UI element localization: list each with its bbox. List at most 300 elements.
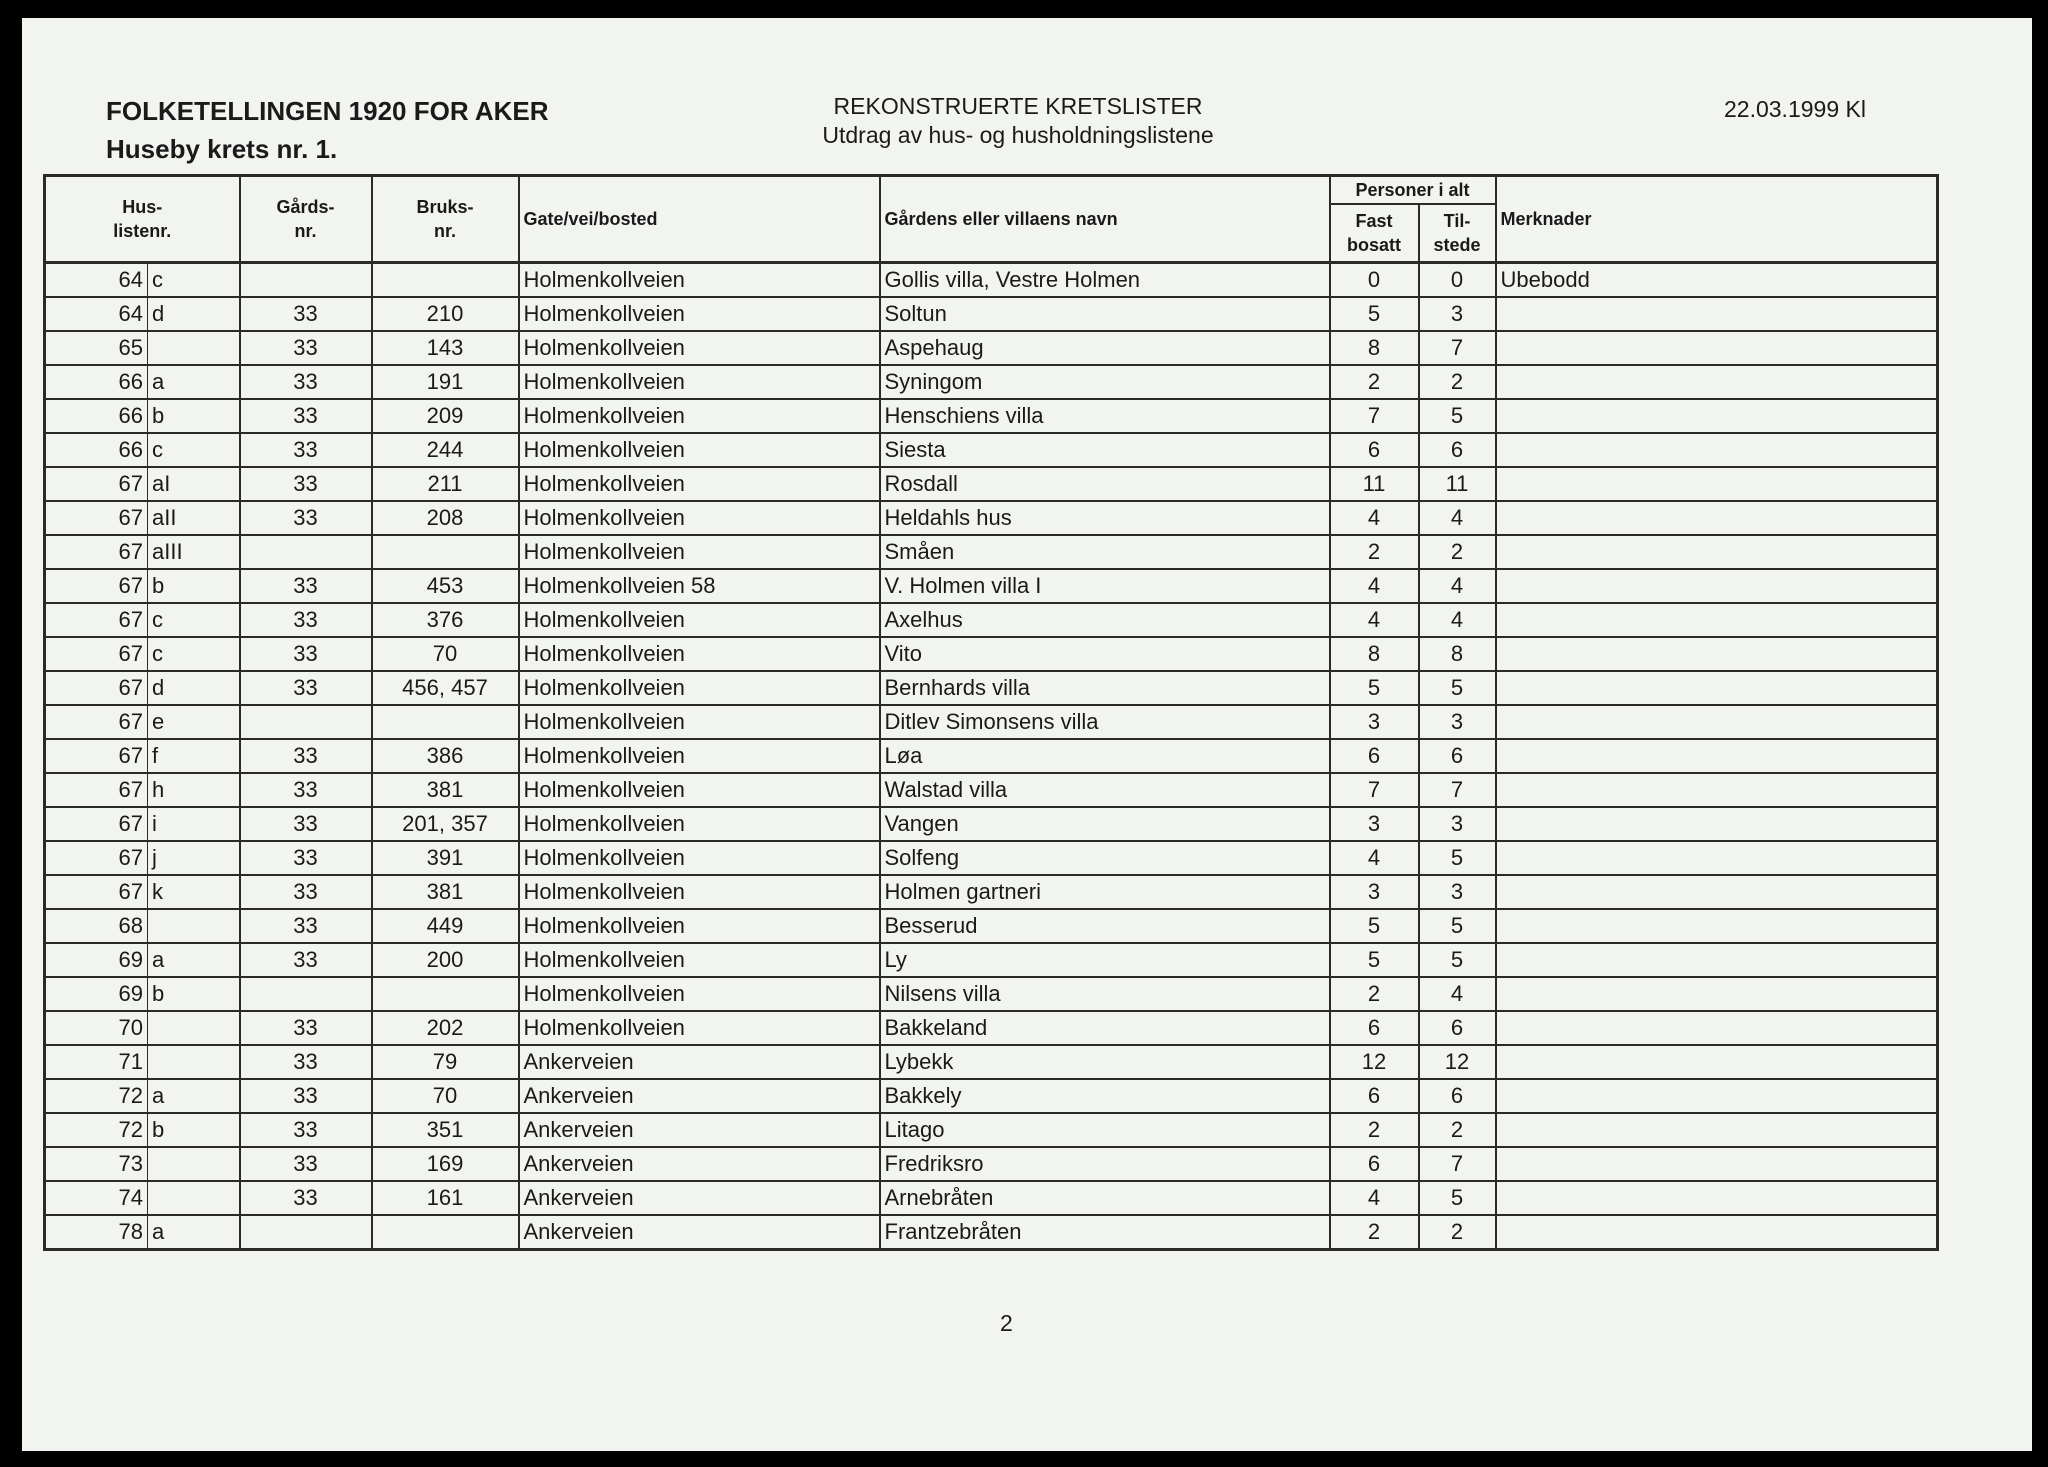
- fast-bosatt-cell: 4: [1330, 841, 1419, 875]
- property-name-cell: Fredriksro: [880, 1147, 1330, 1181]
- merknad-cell: [1496, 1147, 1938, 1181]
- gards-nr-cell: [240, 263, 372, 298]
- document-date: 22.03.1999 Kl: [1724, 96, 1866, 122]
- hus-suffix-cell: [148, 1011, 240, 1045]
- street-cell: Holmenkollveien: [519, 263, 880, 298]
- gards-nr-cell: 33: [240, 501, 372, 535]
- hus-number-cell: 67: [45, 875, 148, 909]
- bruks-nr-cell: 381: [372, 875, 519, 909]
- fast-bosatt-cell: 6: [1330, 1079, 1419, 1113]
- tilstede-cell: 3: [1419, 807, 1496, 841]
- gards-nr-cell: 33: [240, 569, 372, 603]
- bruks-nr-cell: 449: [372, 909, 519, 943]
- col-header-tilstede: Til- stede: [1419, 204, 1496, 263]
- property-name-cell: Bakkeland: [880, 1011, 1330, 1045]
- merknad-cell: [1496, 365, 1938, 399]
- gards-nr-cell: 33: [240, 1045, 372, 1079]
- merknad-cell: [1496, 909, 1938, 943]
- merknad-cell: [1496, 433, 1938, 467]
- property-name-cell: Solfeng: [880, 841, 1330, 875]
- tilstede-cell: 2: [1419, 365, 1496, 399]
- merknad-cell: [1496, 773, 1938, 807]
- census-rows: [45, 263, 1938, 1250]
- bruks-nr-cell: 202: [372, 1011, 519, 1045]
- property-name-cell: Heldahls hus: [880, 501, 1330, 535]
- bruks-nr-cell: 143: [372, 331, 519, 365]
- hus-number-cell: 69: [45, 943, 148, 977]
- street-cell: Holmenkollveien: [519, 705, 880, 739]
- street-cell: Holmenkollveien: [519, 671, 880, 705]
- property-name-cell: Rosdall: [880, 467, 1330, 501]
- col-header-bruks: Bruks- nr.: [372, 176, 519, 263]
- merknad-cell: [1496, 1045, 1938, 1079]
- merknad-cell: [1496, 671, 1938, 705]
- merknad-cell: [1496, 841, 1938, 875]
- gards-nr-cell: 33: [240, 1181, 372, 1215]
- tilstede-cell: 5: [1419, 671, 1496, 705]
- property-name-cell: Ditlev Simonsens villa: [880, 705, 1330, 739]
- col-header-hus: Hus- listenr.: [45, 176, 240, 263]
- property-name-cell: Vito: [880, 637, 1330, 671]
- tilstede-cell: 6: [1419, 739, 1496, 773]
- table-row: [45, 705, 1938, 739]
- property-name-cell: Henschiens villa: [880, 399, 1330, 433]
- merknad-cell: Ubebodd: [1496, 263, 1938, 298]
- fast-bosatt-cell: 5: [1330, 671, 1419, 705]
- street-cell: Holmenkollveien: [519, 365, 880, 399]
- bruks-nr-cell: 351: [372, 1113, 519, 1147]
- fast-bosatt-cell: 6: [1330, 739, 1419, 773]
- hus-number-cell: 67: [45, 773, 148, 807]
- fast-bosatt-cell: 5: [1330, 297, 1419, 331]
- col-header-merknader: Merknader: [1496, 176, 1938, 263]
- merknad-cell: [1496, 467, 1938, 501]
- table-row: [45, 1181, 1938, 1215]
- tilstede-cell: 3: [1419, 875, 1496, 909]
- fast-bosatt-cell: 8: [1330, 331, 1419, 365]
- hus-suffix-cell: k: [148, 875, 240, 909]
- table-row: [45, 943, 1938, 977]
- document-title: FOLKETELLINGEN 1920 FOR AKER: [106, 96, 549, 126]
- hus-number-cell: 67: [45, 739, 148, 773]
- table-row: [45, 433, 1938, 467]
- hus-suffix-cell: c: [148, 433, 240, 467]
- merknad-cell: [1496, 1011, 1938, 1045]
- street-cell: Holmenkollveien: [519, 943, 880, 977]
- property-name-cell: Soltun: [880, 297, 1330, 331]
- table-row: [45, 841, 1938, 875]
- gards-nr-cell: 33: [240, 1079, 372, 1113]
- hus-suffix-cell: c: [148, 603, 240, 637]
- tilstede-cell: 4: [1419, 569, 1496, 603]
- hus-number-cell: 72: [45, 1079, 148, 1113]
- street-cell: Holmenkollveien: [519, 637, 880, 671]
- fast-bosatt-cell: 4: [1330, 569, 1419, 603]
- fast-bosatt-cell: 6: [1330, 1011, 1419, 1045]
- bruks-nr-cell: 161: [372, 1181, 519, 1215]
- col-header-navn: Gårdens eller villaens navn: [880, 176, 1330, 263]
- street-cell: Ankerveien: [519, 1113, 880, 1147]
- fast-bosatt-cell: 3: [1330, 875, 1419, 909]
- hus-suffix-cell: j: [148, 841, 240, 875]
- hus-suffix-cell: a: [148, 1079, 240, 1113]
- bruks-nr-cell: 70: [372, 1079, 519, 1113]
- hus-suffix-cell: a: [148, 943, 240, 977]
- gards-nr-cell: 33: [240, 603, 372, 637]
- fast-bosatt-cell: 8: [1330, 637, 1419, 671]
- hus-suffix-cell: i: [148, 807, 240, 841]
- street-cell: Holmenkollveien: [519, 977, 880, 1011]
- fast-bosatt-cell: 2: [1330, 1215, 1419, 1250]
- tilstede-cell: 2: [1419, 535, 1496, 569]
- merknad-cell: [1496, 1215, 1938, 1250]
- table-row: [45, 909, 1938, 943]
- table-row: [45, 671, 1938, 705]
- bruks-nr-cell: 244: [372, 433, 519, 467]
- gards-nr-cell: 33: [240, 909, 372, 943]
- hus-suffix-cell: c: [148, 263, 240, 298]
- hus-suffix-cell: [148, 331, 240, 365]
- bruks-nr-cell: 70: [372, 637, 519, 671]
- property-name-cell: Litago: [880, 1113, 1330, 1147]
- street-cell: Holmenkollveien: [519, 909, 880, 943]
- hus-suffix-cell: h: [148, 773, 240, 807]
- gards-nr-cell: [240, 705, 372, 739]
- merknad-cell: [1496, 943, 1938, 977]
- table-row: [45, 501, 1938, 535]
- fast-bosatt-cell: 2: [1330, 977, 1419, 1011]
- fast-bosatt-cell: 3: [1330, 705, 1419, 739]
- fast-bosatt-cell: 7: [1330, 773, 1419, 807]
- property-name-cell: Frantzebråten: [880, 1215, 1330, 1250]
- hus-number-cell: 67: [45, 671, 148, 705]
- hus-suffix-cell: [148, 909, 240, 943]
- hus-number-cell: 71: [45, 1045, 148, 1079]
- table-row: [45, 875, 1938, 909]
- street-cell: Holmenkollveien 58: [519, 569, 880, 603]
- merknad-cell: [1496, 331, 1938, 365]
- table-row: [45, 603, 1938, 637]
- street-cell: Holmenkollveien: [519, 467, 880, 501]
- hus-number-cell: 64: [45, 297, 148, 331]
- merknad-cell: [1496, 603, 1938, 637]
- property-name-cell: Småen: [880, 535, 1330, 569]
- merknad-cell: [1496, 501, 1938, 535]
- bruks-nr-cell: [372, 705, 519, 739]
- gards-nr-cell: 33: [240, 365, 372, 399]
- document-subtitle: Huseby krets nr. 1.: [106, 134, 338, 164]
- table-row: [45, 1011, 1938, 1045]
- merknad-cell: [1496, 1079, 1938, 1113]
- gards-nr-cell: 33: [240, 433, 372, 467]
- property-name-cell: Besserud: [880, 909, 1330, 943]
- gards-nr-cell: [240, 535, 372, 569]
- gards-nr-cell: 33: [240, 875, 372, 909]
- hus-suffix-cell: b: [148, 569, 240, 603]
- street-cell: Holmenkollveien: [519, 433, 880, 467]
- hus-suffix-cell: a: [148, 1215, 240, 1250]
- fast-bosatt-cell: 6: [1330, 1147, 1419, 1181]
- tilstede-cell: 4: [1419, 603, 1496, 637]
- merknad-cell: [1496, 705, 1938, 739]
- gards-nr-cell: 33: [240, 637, 372, 671]
- property-name-cell: Holmen gartneri: [880, 875, 1330, 909]
- gards-nr-cell: 33: [240, 943, 372, 977]
- fast-bosatt-cell: 4: [1330, 1181, 1419, 1215]
- street-cell: Holmenkollveien: [519, 501, 880, 535]
- property-name-cell: Walstad villa: [880, 773, 1330, 807]
- tilstede-cell: 5: [1419, 399, 1496, 433]
- table-row: [45, 1147, 1938, 1181]
- tilstede-cell: 3: [1419, 297, 1496, 331]
- property-name-cell: Løa: [880, 739, 1330, 773]
- fast-bosatt-cell: 2: [1330, 1113, 1419, 1147]
- merknad-cell: [1496, 807, 1938, 841]
- gards-nr-cell: 33: [240, 841, 372, 875]
- street-cell: Ankerveien: [519, 1045, 880, 1079]
- tilstede-cell: 12: [1419, 1045, 1496, 1079]
- tilstede-cell: 7: [1419, 773, 1496, 807]
- property-name-cell: Ly: [880, 943, 1330, 977]
- hus-suffix-cell: e: [148, 705, 240, 739]
- hus-number-cell: 72: [45, 1113, 148, 1147]
- hus-number-cell: 65: [45, 331, 148, 365]
- merknad-cell: [1496, 1181, 1938, 1215]
- gards-nr-cell: 33: [240, 773, 372, 807]
- bruks-nr-cell: 386: [372, 739, 519, 773]
- fast-bosatt-cell: 4: [1330, 501, 1419, 535]
- property-name-cell: Bernhards villa: [880, 671, 1330, 705]
- street-cell: Holmenkollveien: [519, 603, 880, 637]
- hus-suffix-cell: c: [148, 637, 240, 671]
- tilstede-cell: 4: [1419, 977, 1496, 1011]
- property-name-cell: Syningom: [880, 365, 1330, 399]
- gards-nr-cell: 33: [240, 671, 372, 705]
- merknad-cell: [1496, 977, 1938, 1011]
- tilstede-cell: 4: [1419, 501, 1496, 535]
- hus-number-cell: 66: [45, 365, 148, 399]
- hus-number-cell: 67: [45, 841, 148, 875]
- hus-number-cell: 67: [45, 807, 148, 841]
- bruks-nr-cell: 79: [372, 1045, 519, 1079]
- tilstede-cell: 7: [1419, 1147, 1496, 1181]
- hus-number-cell: 67: [45, 637, 148, 671]
- property-name-cell: Axelhus: [880, 603, 1330, 637]
- fast-bosatt-cell: 3: [1330, 807, 1419, 841]
- property-name-cell: Siesta: [880, 433, 1330, 467]
- hus-number-cell: 69: [45, 977, 148, 1011]
- bruks-nr-cell: 376: [372, 603, 519, 637]
- table-row: [45, 739, 1938, 773]
- street-cell: Holmenkollveien: [519, 1011, 880, 1045]
- merknad-cell: [1496, 637, 1938, 671]
- hus-suffix-cell: [148, 1045, 240, 1079]
- fast-bosatt-cell: 5: [1330, 943, 1419, 977]
- street-cell: Holmenkollveien: [519, 535, 880, 569]
- table-row: [45, 535, 1938, 569]
- gards-nr-cell: 33: [240, 1011, 372, 1045]
- hus-number-cell: 64: [45, 263, 148, 298]
- col-header-gate: Gate/vei/bosted: [519, 176, 880, 263]
- table-row: [45, 1113, 1938, 1147]
- tilstede-cell: 7: [1419, 331, 1496, 365]
- tilstede-cell: 5: [1419, 1181, 1496, 1215]
- hus-number-cell: 66: [45, 399, 148, 433]
- gards-nr-cell: 33: [240, 1147, 372, 1181]
- census-table: [43, 174, 1939, 1251]
- col-header-personer: Personer i alt: [1330, 176, 1496, 205]
- property-name-cell: Bakkely: [880, 1079, 1330, 1113]
- fast-bosatt-cell: 6: [1330, 433, 1419, 467]
- bruks-nr-cell: 210: [372, 297, 519, 331]
- bruks-nr-cell: [372, 263, 519, 298]
- hus-suffix-cell: b: [148, 1113, 240, 1147]
- gards-nr-cell: 33: [240, 297, 372, 331]
- gards-nr-cell: 33: [240, 739, 372, 773]
- table-row: [45, 297, 1938, 331]
- street-cell: Holmenkollveien: [519, 773, 880, 807]
- hus-number-cell: 67: [45, 705, 148, 739]
- merknad-cell: [1496, 569, 1938, 603]
- table-row: [45, 263, 1938, 298]
- property-name-cell: Nilsens villa: [880, 977, 1330, 1011]
- center-heading: REKONSTRUERTE KRETSLISTER: [833, 93, 1203, 119]
- fast-bosatt-cell: 2: [1330, 535, 1419, 569]
- street-cell: Holmenkollveien: [519, 841, 880, 875]
- col-header-gards: Gårds- nr.: [240, 176, 372, 263]
- gards-nr-cell: [240, 977, 372, 1011]
- gards-nr-cell: 33: [240, 807, 372, 841]
- hus-number-cell: 70: [45, 1011, 148, 1045]
- hus-number-cell: 67: [45, 569, 148, 603]
- bruks-nr-cell: [372, 1215, 519, 1250]
- table-row: [45, 331, 1938, 365]
- hus-suffix-cell: a: [148, 365, 240, 399]
- hus-number-cell: 67: [45, 501, 148, 535]
- property-name-cell: Aspehaug: [880, 331, 1330, 365]
- bruks-nr-cell: 211: [372, 467, 519, 501]
- gards-nr-cell: [240, 1215, 372, 1250]
- hus-number-cell: 67: [45, 467, 148, 501]
- street-cell: Holmenkollveien: [519, 807, 880, 841]
- table-row: [45, 365, 1938, 399]
- table-row: [45, 773, 1938, 807]
- gards-nr-cell: 33: [240, 331, 372, 365]
- street-cell: Holmenkollveien: [519, 875, 880, 909]
- tilstede-cell: 5: [1419, 943, 1496, 977]
- fast-bosatt-cell: 12: [1330, 1045, 1419, 1079]
- tilstede-cell: 6: [1419, 1079, 1496, 1113]
- bruks-nr-cell: 453: [372, 569, 519, 603]
- tilstede-cell: 6: [1419, 433, 1496, 467]
- property-name-cell: Arnebråten: [880, 1181, 1330, 1215]
- tilstede-cell: 5: [1419, 841, 1496, 875]
- hus-suffix-cell: aIII: [148, 535, 240, 569]
- fast-bosatt-cell: 11: [1330, 467, 1419, 501]
- merknad-cell: [1496, 535, 1938, 569]
- property-name-cell: Gollis villa, Vestre Holmen: [880, 263, 1330, 298]
- hus-suffix-cell: d: [148, 297, 240, 331]
- gards-nr-cell: 33: [240, 399, 372, 433]
- hus-number-cell: 67: [45, 535, 148, 569]
- table-row: [45, 977, 1938, 1011]
- tilstede-cell: 5: [1419, 909, 1496, 943]
- hus-suffix-cell: b: [148, 977, 240, 1011]
- bruks-nr-cell: 200: [372, 943, 519, 977]
- tilstede-cell: 2: [1419, 1215, 1496, 1250]
- table-row: [45, 1045, 1938, 1079]
- merknad-cell: [1496, 739, 1938, 773]
- tilstede-cell: 8: [1419, 637, 1496, 671]
- bruks-nr-cell: 191: [372, 365, 519, 399]
- merknad-cell: [1496, 875, 1938, 909]
- hus-suffix-cell: aII: [148, 501, 240, 535]
- hus-suffix-cell: aI: [148, 467, 240, 501]
- hus-suffix-cell: f: [148, 739, 240, 773]
- col-header-fast-bosatt: Fast bosatt: [1330, 204, 1419, 263]
- table-row: [45, 467, 1938, 501]
- tilstede-cell: 3: [1419, 705, 1496, 739]
- property-name-cell: Lybekk: [880, 1045, 1330, 1079]
- table-row: [45, 637, 1938, 671]
- table-row: [45, 1215, 1938, 1250]
- table-row: [45, 399, 1938, 433]
- bruks-nr-cell: [372, 535, 519, 569]
- fast-bosatt-cell: 4: [1330, 603, 1419, 637]
- merknad-cell: [1496, 297, 1938, 331]
- hus-number-cell: 74: [45, 1181, 148, 1215]
- table-row: [45, 807, 1938, 841]
- hus-suffix-cell: [148, 1181, 240, 1215]
- bruks-nr-cell: 169: [372, 1147, 519, 1181]
- street-cell: Ankerveien: [519, 1147, 880, 1181]
- tilstede-cell: 11: [1419, 467, 1496, 501]
- table-row: [45, 569, 1938, 603]
- street-cell: Ankerveien: [519, 1079, 880, 1113]
- bruks-nr-cell: 209: [372, 399, 519, 433]
- tilstede-cell: 6: [1419, 1011, 1496, 1045]
- street-cell: Holmenkollveien: [519, 331, 880, 365]
- fast-bosatt-cell: 5: [1330, 909, 1419, 943]
- property-name-cell: V. Holmen villa I: [880, 569, 1330, 603]
- hus-suffix-cell: d: [148, 671, 240, 705]
- hus-suffix-cell: b: [148, 399, 240, 433]
- gards-nr-cell: 33: [240, 467, 372, 501]
- hus-suffix-cell: [148, 1147, 240, 1181]
- bruks-nr-cell: 391: [372, 841, 519, 875]
- tilstede-cell: 2: [1419, 1113, 1496, 1147]
- street-cell: Ankerveien: [519, 1215, 880, 1250]
- hus-number-cell: 66: [45, 433, 148, 467]
- gards-nr-cell: 33: [240, 1113, 372, 1147]
- bruks-nr-cell: 208: [372, 501, 519, 535]
- bruks-nr-cell: 381: [372, 773, 519, 807]
- tilstede-cell: 0: [1419, 263, 1496, 298]
- street-cell: Holmenkollveien: [519, 739, 880, 773]
- page-number: 2: [1000, 1310, 1013, 1336]
- bruks-nr-cell: 201, 357: [372, 807, 519, 841]
- hus-number-cell: 67: [45, 603, 148, 637]
- fast-bosatt-cell: 7: [1330, 399, 1419, 433]
- hus-number-cell: 68: [45, 909, 148, 943]
- property-name-cell: Vangen: [880, 807, 1330, 841]
- street-cell: Ankerveien: [519, 1181, 880, 1215]
- street-cell: Holmenkollveien: [519, 297, 880, 331]
- merknad-cell: [1496, 1113, 1938, 1147]
- street-cell: Holmenkollveien: [519, 399, 880, 433]
- bruks-nr-cell: 456, 457: [372, 671, 519, 705]
- merknad-cell: [1496, 399, 1938, 433]
